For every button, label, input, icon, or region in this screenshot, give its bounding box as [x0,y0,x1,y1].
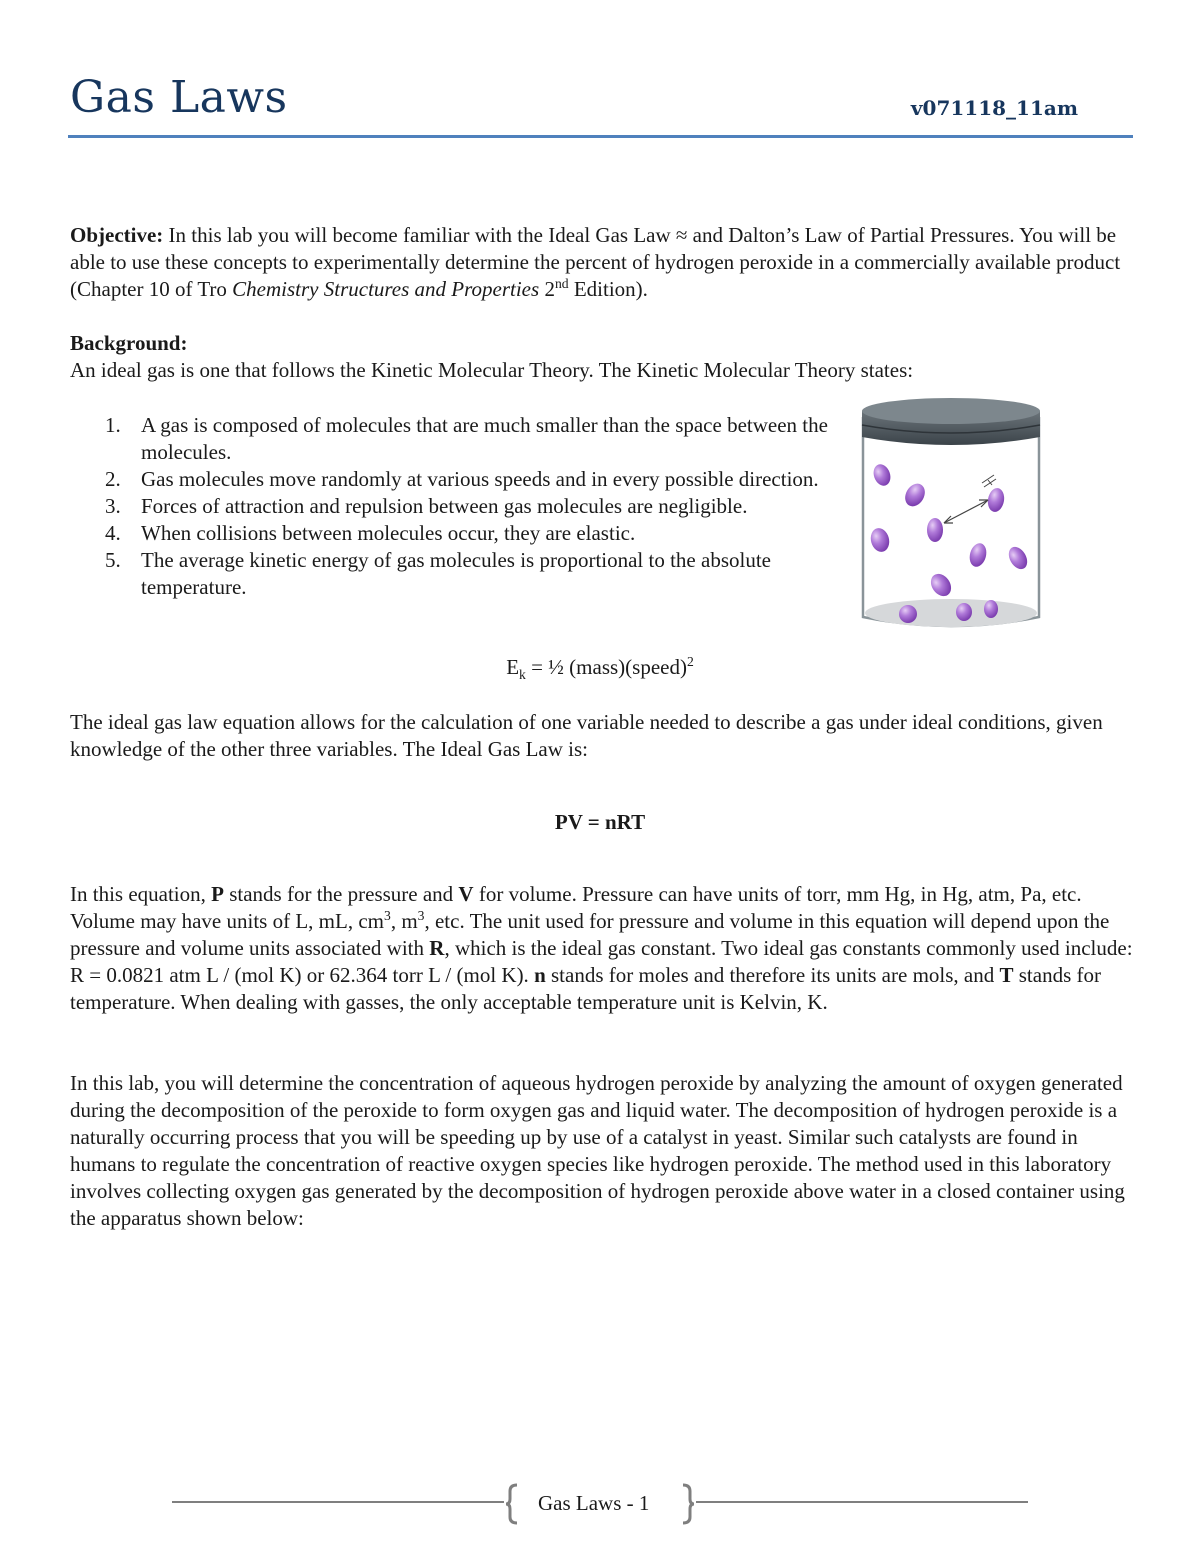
objective-label: Objective: [70,223,164,247]
right-brace-icon [680,1483,696,1525]
footer-rule-left [172,1501,504,1503]
explain-text: , etc. The unit used for pressure and volume in this equation will depend upon the pressure and volume units associated with [70,909,1110,960]
explain-text: In this equation, [70,882,212,906]
superscript: 3 [383,908,391,923]
list-item [70,466,830,493]
ek-lhs: E [506,655,520,679]
list-item [70,520,830,547]
list-text: Forces of attraction and repulsion between gas molecules are negligible. [141,494,748,518]
left-brace-icon [504,1483,520,1525]
list-number: 2. [105,467,121,491]
page-title: Gas Laws [70,72,288,123]
explain-text: stands for the pressure and [223,882,459,906]
lab-paragraph: In this lab, you will determine the concentration of aqueous hydrogen peroxide by analyzing the amount of oxygen generated during the decomposition of the peroxide to form oxygen gas and liquid water. The decomposition of hydrogen peroxide is a naturally occurring process that you will be speeding up by use of a catalyst in yeast. Similar such catalysts are found in humans to regulate the concentration of reactive oxygen species like hydrogen peroxide. The method used in this laboratory involves collecting oxygen gas generated by the decomposition of hydrogen peroxide above water in a closed container using the apparatus shown below: [70,1071,1125,1230]
explain-text: stands for moles and therefore its units are mols, and [545,963,1000,987]
list-item [70,547,830,601]
objective-text: In this lab you will become familiar with the Ideal Gas Law ≈ and Dalton’s Law of Partial Pressures. You will be able to use these concepts to experimentally determine the percent of hydrogen peroxide in a commercially available product (Chapter 10 of Tro [70,223,1121,301]
explain-text: , which is the ideal gas constant. Two ideal gas constants commonly used include: R = 0.0821 atm L / (mol K) or 62.364 torr L / (mol K). [70,936,1133,987]
edition-superscript: nd [554,276,569,291]
var-p: P [211,882,224,906]
book-title: Chemistry Structures and Properties [232,277,540,301]
list-number: 5. [105,548,121,572]
explain-text: , m [390,909,418,933]
ek-sup: 2 [686,654,694,669]
list-number: 1. [105,413,121,437]
var-t: T [999,963,1014,987]
list-item [70,412,830,466]
list-number: 4. [105,521,121,545]
list-text: Gas molecules move randomly at various speeds and in every possible direction. [141,467,819,491]
version-label: v071118_11am [910,96,1078,120]
list-text: When collisions between molecules occur, they are elastic. [141,521,636,545]
edition-number: 2 [539,277,555,301]
footer-rule-right [696,1501,1028,1503]
var-r: R [429,936,445,960]
edition-end: Edition). [568,277,648,301]
background-heading: Background: [70,331,188,355]
background-intro: An ideal gas is one that follows the Kinetic Molecular Theory. The Kinetic Molecular Theory states: [70,358,914,382]
kmt-list [70,412,830,601]
ideal-gas-intro: The ideal gas law equation allows for the calculation of one variable needed to describe a gas under ideal conditions, given knowledge of the other three variables. The Ideal Gas Law is: [70,710,1103,761]
list-text: The average kinetic energy of gas molecules is proportional to the absolute temperature. [141,548,771,599]
list-text: A gas is composed of molecules that are much smaller than the space between the molecules. [141,413,828,464]
page-number: Gas Laws - 1 [538,1491,650,1515]
var-n: n [534,963,546,987]
equation-explanation [70,881,1135,1016]
list-item [70,493,830,520]
var-v: V [458,882,474,906]
list-number: 3. [105,494,121,518]
ek-rhs: = ½ (mass)(speed) [525,655,687,679]
header-rule [68,135,1133,138]
explain-text: for volume. Pressure can have units of torr, mm Hg, in Hg, atm, Pa, etc. Volume may have units of L, mL, cm [70,882,1082,933]
explain-text: stands for temperature. When dealing with gasses, the only acceptable temperature unit is Kelvin, K. [70,963,1101,1014]
superscript: 3 [417,908,425,923]
gas-jar-molecules-icon [858,395,1044,635]
ek-sub: k [519,667,526,683]
kinetic-energy-equation [0,654,1200,681]
objective-paragraph [70,222,1135,303]
ideal-gas-equation: PV = nRT [554,810,646,834]
